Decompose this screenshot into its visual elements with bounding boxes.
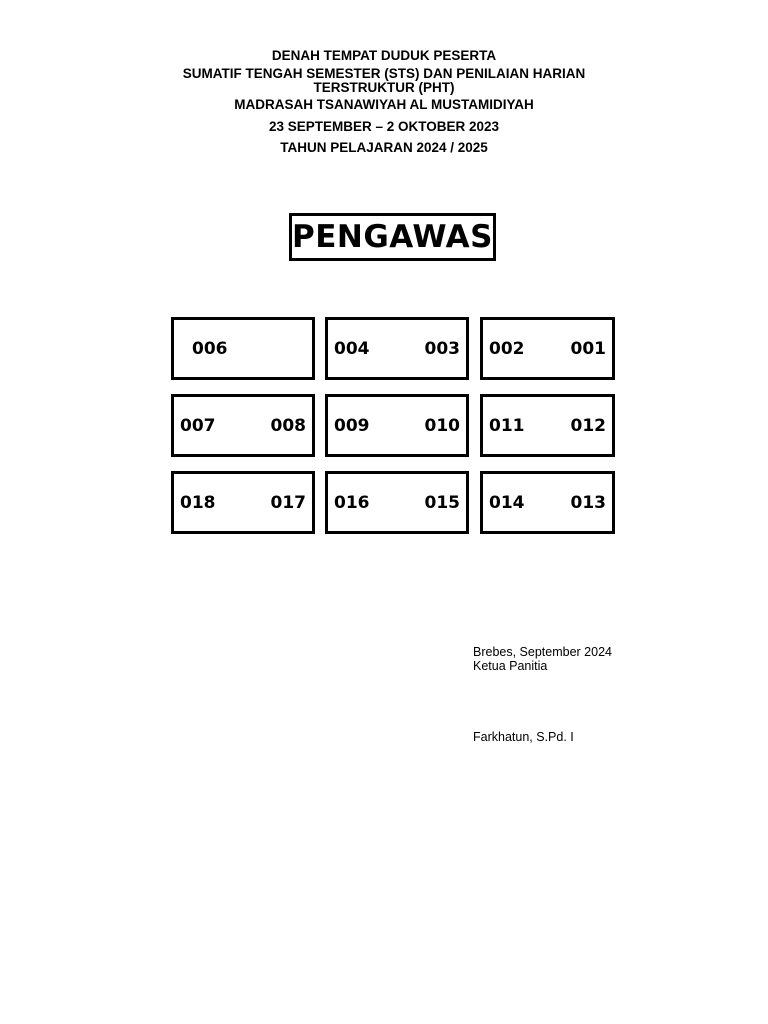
- seat-label: 002: [489, 339, 525, 359]
- seat-label: 015: [424, 493, 460, 513]
- seat-label: 016: [334, 493, 370, 513]
- desk-9: [480, 471, 615, 534]
- desk-6: [480, 394, 615, 457]
- seat-label: 009: [334, 416, 370, 436]
- desk-7: [171, 471, 315, 534]
- title-line-3: MADRASAH TSANAWIYAH AL MUSTAMIDIYAH: [234, 97, 534, 112]
- seat-label: 008: [270, 416, 306, 436]
- seat-label: 007: [180, 416, 216, 436]
- seat-label: 018: [180, 493, 216, 513]
- seat-label: 001: [570, 339, 606, 359]
- seat-label: 017: [270, 493, 306, 513]
- desk-3: [480, 317, 615, 380]
- pengawas-box: PENGAWAS: [289, 213, 496, 261]
- seat-label: 011: [489, 416, 525, 436]
- desk-8: [325, 471, 469, 534]
- signature-name: Farkhatun, S.Pd. I: [473, 730, 574, 744]
- signature-place-date: Brebes, September 2024: [473, 645, 612, 659]
- seat-label: 013: [570, 493, 606, 513]
- signature-role: Ketua Panitia: [473, 659, 548, 673]
- seat-label: 006: [192, 339, 228, 359]
- seat-label: 004: [334, 339, 370, 359]
- seat-label: 014: [489, 493, 525, 513]
- desk-1: [171, 317, 315, 380]
- seat-label: 012: [570, 416, 606, 436]
- title-line-4: 23 SEPTEMBER – 2 OKTOBER 2023: [268, 119, 500, 134]
- desk-5: [325, 394, 469, 457]
- seat-label: 003: [424, 339, 460, 359]
- title-line-2: SUMATIF TENGAH SEMESTER (STS) DAN PENILAIAN HARIAN TERSTRUKTUR (PHT): [182, 66, 586, 95]
- seat-label: 010: [424, 416, 460, 436]
- desk-2: [325, 317, 469, 380]
- title-line-5: TAHUN PELAJARAN 2024 / 2025: [280, 140, 488, 155]
- desk-4: [171, 394, 315, 457]
- title-line-1: DENAH TEMPAT DUDUK PESERTA: [271, 48, 497, 63]
